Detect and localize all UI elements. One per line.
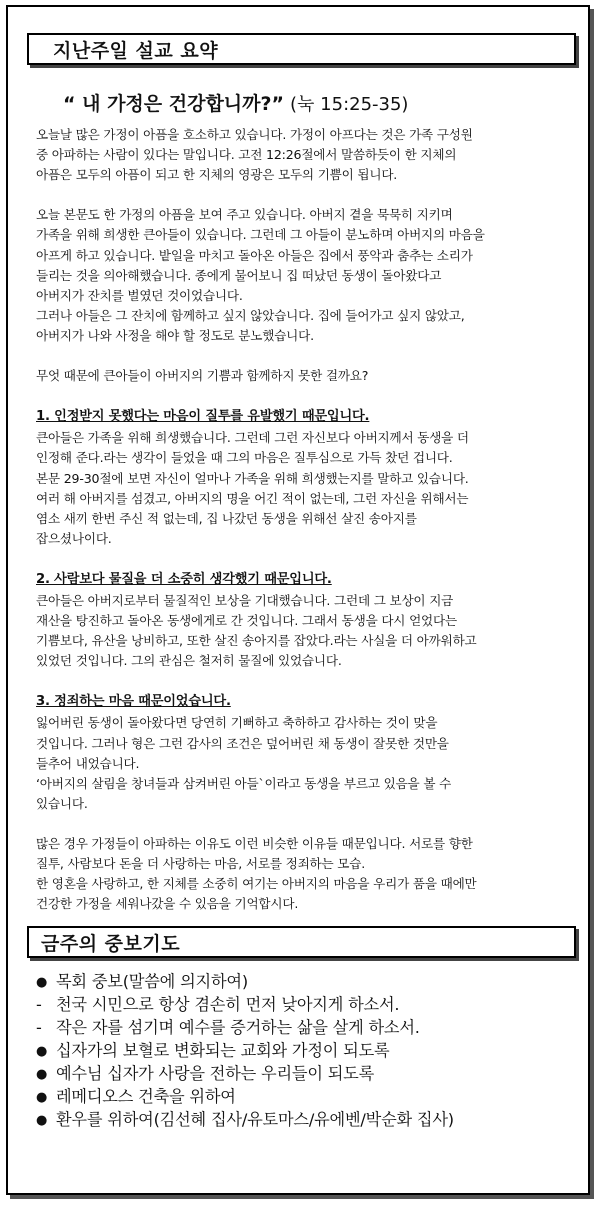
text-line: 들리는 것을 의아해했습니다. 종에게 물어보니 집 떠났던 동생이 돌아왔다고 [36, 267, 442, 283]
text-line: 그러나 아들은 그 잔치에 함께하고 싶지 않았습니다. 집에 들어가고 싶지 않았고, [36, 307, 465, 323]
text-line: 아프게 하고 있습니다. 밭일을 마치고 돌아온 아들은 집에서 풍악과 춤추는 소리가 [36, 247, 473, 263]
text-line: 들추어 내었습니다. [36, 755, 140, 771]
bullet-icon: ● [36, 1113, 48, 1128]
list-item [36, 1108, 576, 1131]
bullet-icon: ● [36, 1090, 48, 1105]
text-line: 본문 29-30절에 보면 자신이 얼마나 가족을 위해 희생했는지를 말하고 있습니다. [36, 470, 469, 486]
sermon-point-3 [36, 691, 572, 813]
list-item [36, 1016, 576, 1039]
sermon-point-heading: 2. 사람보다 물질을 더 소중히 생각했기 때문입니다. [36, 571, 332, 587]
text-line: 오늘 본문도 한 가정의 아픔을 보여 주고 있습니다. 아버지 곁을 묵묵히 지키며 [36, 207, 453, 223]
text-line: 잃어버린 동생이 돌아왔다면 당연히 기뻐하고 축하하고 감사하는 것이 맞을 [36, 715, 438, 731]
text-line: 질투, 사람보다 돈을 더 사랑하는 마음, 서로를 정죄하는 모습. [36, 856, 366, 872]
text-line: ‘아버지의 살림을 창녀들과 삼켜버린 아들`이라고 동생을 부르고 있음을 볼 수 [36, 775, 452, 791]
text-line: 아픔은 모두의 아픔이 되고 한 지체의 영광은 모두의 기쁨이 됩니다. [36, 167, 398, 183]
prayer-item-text: 예수님 십자가 사랑을 전하는 우리들이 되도록 [56, 1064, 375, 1083]
text-line: 중 아파하는 사람이 있다는 말입니다. 고전 12:26절에서 말씀하듯이 한 지체의 [36, 147, 457, 163]
sermon-closing [36, 834, 572, 914]
list-item [36, 993, 576, 1016]
sermon-paragraph [36, 366, 572, 386]
dash-icon: - [36, 1018, 42, 1037]
sermon-point-heading: 1. 인정받지 못했다는 마음이 질투를 유발했기 때문입니다. [36, 409, 370, 425]
sermon-reference: (눅 15:25-35) [290, 94, 409, 115]
text-line: 있었던 것입니다. 그의 관심은 철저히 물질에 있었습니다. [36, 653, 342, 669]
text-line: 무엇 때문에 큰아들이 아버지의 기쁨과 함께하지 못한 걸까요? [36, 368, 369, 384]
text-line: 오늘날 많은 가정이 아픔을 호소하고 있습니다. 가정이 아프다는 것은 가족 구성원 [36, 127, 473, 142]
sermon-paragraph [36, 205, 572, 346]
prayer-item-text: 목회 중보(말씀에 의지하여) [56, 972, 248, 991]
prayer-item-text: 십자가의 보혈로 변화되는 교회와 가정이 되도록 [56, 1041, 390, 1060]
sermon-point-heading: 3. 정죄하는 마음 때문이었습니다. [36, 694, 231, 710]
text-line: 잡으셨나이다. [36, 530, 112, 546]
sermon-title-text: “ 내 가정은 건강합니까?” [63, 93, 285, 115]
sermon-point-1 [36, 406, 572, 549]
text-line: 것입니다. 그러나 형은 그런 감사의 조건은 덮어버린 채 동생이 잘못한 것만을 [36, 735, 449, 751]
prayer-header-label: 금주의 중보기도 [41, 932, 181, 955]
bullet-icon: ● [36, 1067, 48, 1082]
text-line: 아버지가 잔치를 벌였던 것이었습니다. [36, 287, 243, 303]
list-item [36, 970, 576, 993]
text-line: 한 영혼을 사랑하고, 한 지체를 소중히 여기는 아버지의 마음을 우리가 품을 때에만 [36, 876, 477, 892]
list-item [36, 1062, 576, 1085]
text-line: 건강한 가정을 세워나갔을 수 있음을 기억합시다. [36, 896, 299, 912]
sermon-summary-header-label: 지난주일 설교 요약 [53, 39, 219, 62]
prayer-item-text: 레메디오스 건축을 위하여 [56, 1087, 236, 1106]
list-item [36, 1085, 576, 1108]
text-line: 가족을 위해 희생한 큰아들이 있습니다. 그런데 그 아들이 분노하며 아버지의 마음을 [36, 227, 485, 243]
text-line: 재산을 탕진하고 돌아온 동생에게로 간 것입니다. 그래서 동생을 다시 얻었다는 [36, 613, 457, 629]
sermon-title [63, 89, 408, 116]
text-line: 많은 경우 가정들이 아파하는 이유도 이런 비슷한 이유들 때문입니다. 서로를 향한 [36, 836, 473, 851]
sermon-body [36, 125, 572, 934]
prayer-list [36, 970, 576, 1131]
prayer-item-text: 천국 시민으로 항상 겸손히 먼저 낮아지게 하소서. [56, 995, 400, 1014]
prayer-item-text: 환우를 위하여(김선혜 집사/유토마스/유에벤/박순화 집사) [56, 1110, 454, 1129]
text-line: 있습니다. [36, 795, 88, 811]
text-line: 기쁨보다, 유산을 낭비하고, 또한 살진 송아지를 잡았다.라는 사실을 더 아까워하고 [36, 633, 477, 649]
sermon-summary-header [27, 33, 576, 65]
list-item [36, 1039, 576, 1062]
bullet-icon: ● [36, 975, 48, 990]
text-line: 아버지가 나와 사정을 해야 할 정도로 분노했습니다. [36, 327, 314, 343]
dash-icon: - [36, 995, 42, 1014]
text-line: 염소 새끼 한번 주신 적 없는데, 집 나갔던 동생을 위해선 살진 송아지를 [36, 510, 417, 526]
prayer-header [27, 926, 576, 958]
prayer-item-text: 작은 자를 섬기며 예수를 증거하는 삶을 살게 하소서. [56, 1018, 420, 1037]
text-line: 큰아들은 아버지로부터 물질적인 보상을 기대했습니다. 그런데 그 보상이 지금 [36, 592, 454, 608]
sermon-paragraph [36, 125, 572, 185]
bullet-icon: ● [36, 1044, 48, 1059]
text-line: 여러 해 아버지를 섬겼고, 아버지의 명을 어긴 적이 없는데, 그런 자신을 위해서는 [36, 490, 469, 506]
sermon-point-2 [36, 569, 572, 671]
text-line: 큰아들은 가족을 위해 희생했습니다. 그런데 그런 자신보다 아버지께서 동생을 더 [36, 430, 469, 446]
text-line: 인정해 준다.라는 생각이 들었을 때 그의 마음은 질투심으로 가득 찼던 겁니다. [36, 450, 453, 466]
